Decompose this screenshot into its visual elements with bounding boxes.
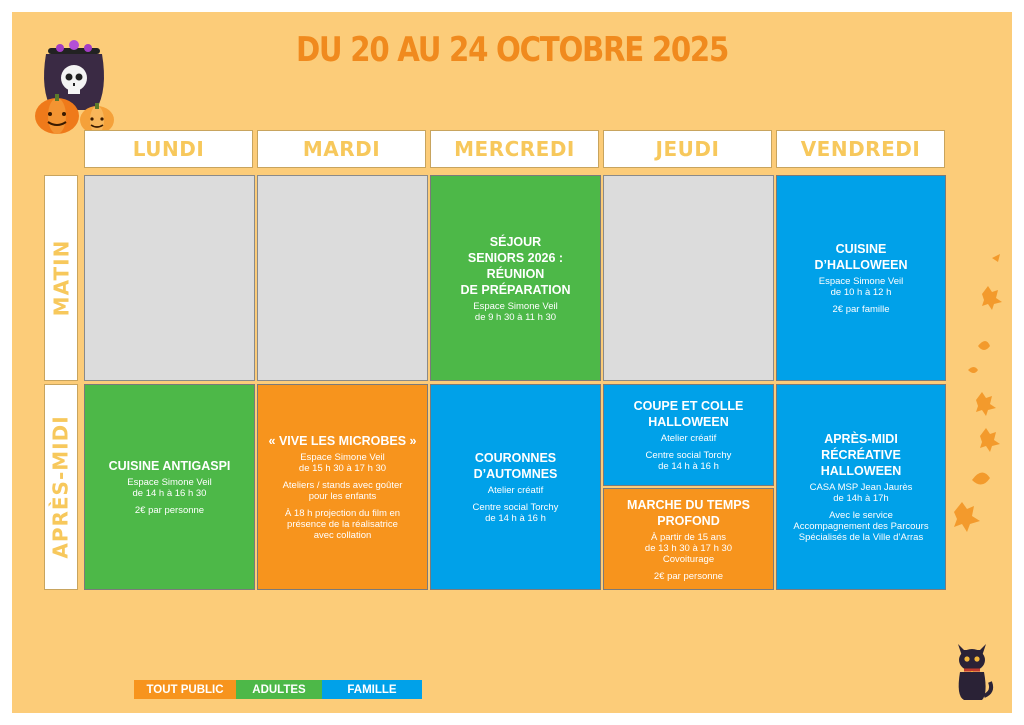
event-detail: Espace Simone Veil de 14 h à 16 h 30 (127, 477, 212, 499)
event-title: APRÈS-MIDI RÉCRÉATIVE HALLOWEEN (820, 432, 902, 478)
day-header-mardi: MARDI (257, 130, 426, 168)
event-detail: Atelier créatif (487, 485, 544, 496)
event-sejour-seniors (430, 175, 601, 381)
event-detail: À 18 h projection du film en présence de la réalisatrice avec collation (284, 508, 401, 541)
autumn-leaf-icon (948, 250, 1012, 540)
event-price: 2€ par personne (134, 505, 205, 516)
event-title: SÉJOUR SENIORS 2026 : RÉUNION DE PRÉPARATION (460, 234, 571, 297)
event-detail: Espace Simone Veil de 9 h 30 à 11 h 30 (473, 300, 558, 323)
row-header-apres-midi (44, 384, 78, 590)
event-detail: Espace Simone Veil de 15 h 30 à 17 h 30 (298, 452, 387, 474)
event-detail: Atelier créatif (660, 433, 717, 444)
event-title: COUPE ET COLLE HALLOWEEN (633, 399, 744, 429)
event-title: MARCHE DU TEMPS PROFOND (627, 497, 750, 528)
row-header-matin-label: MATIN (49, 239, 73, 317)
event-detail: À partir de 15 ans de 13 h 30 à 17 h 30 Covoiturage (644, 531, 733, 565)
event-apres-midi-recreative (776, 384, 946, 590)
cell-empty-jeudi-matin (603, 175, 774, 381)
legend-famille: FAMILLE (322, 680, 422, 699)
event-title: COURONNES D’AUTOMNES (473, 451, 558, 481)
day-header-lundi: LUNDI (84, 130, 253, 168)
day-header-mercredi: MERCREDI (430, 130, 599, 168)
row-header-matin (44, 175, 78, 381)
day-header-vendredi: VENDREDI (776, 130, 945, 168)
event-cuisine-halloween (776, 175, 946, 381)
event-detail: Avec le service Accompagnement des Parcours Spécialisés de la Ville d’Arras (793, 510, 929, 543)
row-header-apres-midi-label: APRÈS-MIDI (49, 415, 74, 559)
event-coupe-et-colle (603, 384, 774, 486)
event-detail: CASA MSP Jean Jaurès de 14h à 17h (809, 482, 913, 504)
event-title: CUISINE D’HALLOWEEN (814, 242, 908, 272)
day-header-jeudi: JEUDI (603, 130, 772, 168)
event-detail: Ateliers / stands avec goûter pour les enfants (282, 480, 403, 502)
event-vive-les-microbes (257, 384, 428, 590)
event-title: CUISINE ANTIGASPI (108, 459, 231, 473)
event-price: 2€ par personne (653, 570, 724, 582)
cell-empty-lundi-matin (84, 175, 255, 381)
event-marche-temps-profond (603, 488, 774, 590)
event-price: 2€ par famille (832, 304, 890, 315)
event-detail: Espace Simone Veil de 10 h à 12 h (818, 276, 904, 298)
event-couronnes-automnes (430, 384, 601, 590)
event-detail: Centre social Torchy de 14 h à 16 h (472, 502, 559, 524)
cell-empty-mardi-matin (257, 175, 428, 381)
event-cuisine-antigaspi (84, 384, 255, 590)
black-cat-icon (950, 636, 994, 702)
event-title: « VIVE LES MICROBES » (268, 434, 417, 448)
page-title: DU 20 AU 24 OCTOBRE 2025 (295, 30, 729, 70)
event-detail: Centre social Torchy de 14 h à 16 h (645, 450, 732, 472)
legend-adultes: ADULTES (236, 680, 322, 699)
legend-tout-public: TOUT PUBLIC (134, 680, 236, 699)
